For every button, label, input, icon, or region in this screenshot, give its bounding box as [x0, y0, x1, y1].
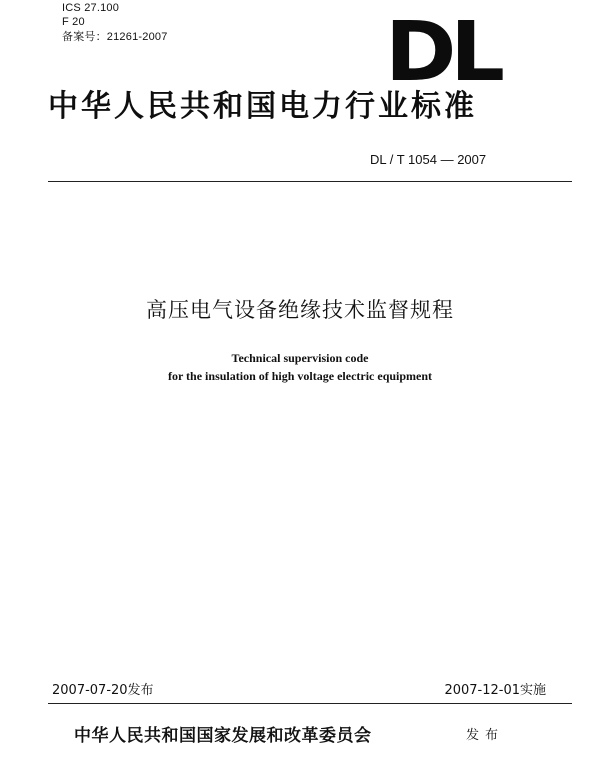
- issue-date: 2007-07-20发布: [52, 683, 154, 698]
- standard-number: DL / T 1054 — 2007: [370, 152, 487, 167]
- standard-category-heading: 中华人民共和国电力行业标准: [48, 89, 477, 124]
- dl-logo: DL: [385, 5, 499, 100]
- implementation-date: 2007-12-01实施: [444, 683, 546, 698]
- top-divider: [48, 181, 572, 182]
- issuing-authority: 中华人民共和国国家发展和改革委员会: [74, 726, 372, 746]
- classification-code: F 20: [62, 16, 85, 28]
- chinese-title: 高压电气设备绝缘技术监督规程: [146, 298, 454, 322]
- record-number: 备案号：21261-2007: [62, 31, 168, 43]
- ics-code: ICS 27.100: [62, 2, 120, 14]
- english-title-line-1: Technical supervision code: [231, 351, 369, 365]
- bottom-divider: [48, 703, 572, 704]
- english-title-line-2: for the insulation of high voltage electric equipment: [167, 369, 433, 383]
- issue-action-label: 发布: [466, 728, 505, 743]
